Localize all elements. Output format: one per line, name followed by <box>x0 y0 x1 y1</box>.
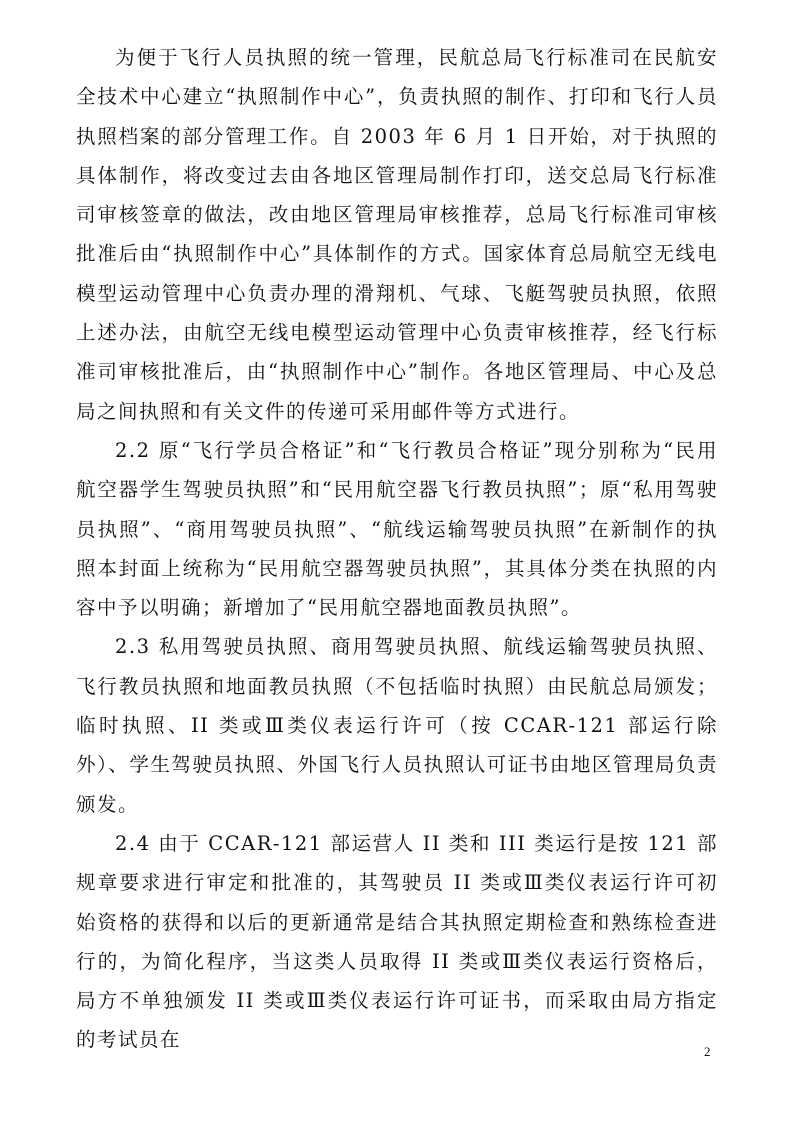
paragraph-section-2-2: 2.2 原“飞行学员合格证”和“飞行教员合格证”现分别称为“民用航空器学生驾驶员执照”和“民用航空器飞行教员执照”；原“私用驾驶员执照”、“商用驾驶员执照”、“航线运输驾驶员执照”在新制作的执照本封面上统称为“民用航空器驾驶员执照”，其具体分类在执照的内容中予以明确；新增加了“民用航空器地面教员执照”。 <box>76 438 718 620</box>
paragraph-license-production-center: 为便于飞行人员执照的统一管理，民航总局飞行标准司在民航安全技术中心建立“执照制作中心”，负责执照的制作、打印和飞行人员执照档案的部分管理工作。自 2003 年 6 月 1 日开始，对于执照的具体制作，将改变过去由各地区管理局制作打印，送交总局飞行标准司审核签章的做法，改由地区管理局审核推荐，总局飞行标准司审核批准后由“执照制作中心”具体制作的方式。国家体育总局航空无线电模型运动管理中心负责办理的滑翔机、气球、飞艇驾驶员执照，依照上述办法，由航空无线电模型运动管理中心负责审核推荐，经飞行标准司审核批准后，由“执照制作中心”制作。各地区管理局、中心及总局之间执照和有关文件的传递可采用邮件等方式进行。 <box>76 46 718 423</box>
page-number: 2 <box>704 1044 711 1059</box>
paragraph-section-2-3: 2.3 私用驾驶员执照、商用驾驶员执照、航线运输驾驶员执照、飞行教员执照和地面教员执照（不包括临时执照）由民航总局颁发；临时执照、II 类或Ⅲ类仪表运行许可（按 CCAR-121 部运行除外）、学生驾驶员执照、外国飞行人员执照认可证书由地区管理局负责颁发。 <box>76 635 718 816</box>
body-text <box>76 38 718 1060</box>
paragraph-section-2-4: 2.4 由于 CCAR-121 部运营人 II 类和 III 类运行是按 121 部规章要求进行审定和批准的，其驾驶员 II 类或Ⅲ类仪表运行许可初始资格的获得和以后的更新通常是结合其执照定期检查和熟练检查进行的，为简化程序，当这类人员取得 II 类或Ⅲ类仪表运行资格后，局方不单独颁发 II 类或Ⅲ类仪表运行许可证书，而采取由局方指定的考试员在 <box>76 831 718 1052</box>
